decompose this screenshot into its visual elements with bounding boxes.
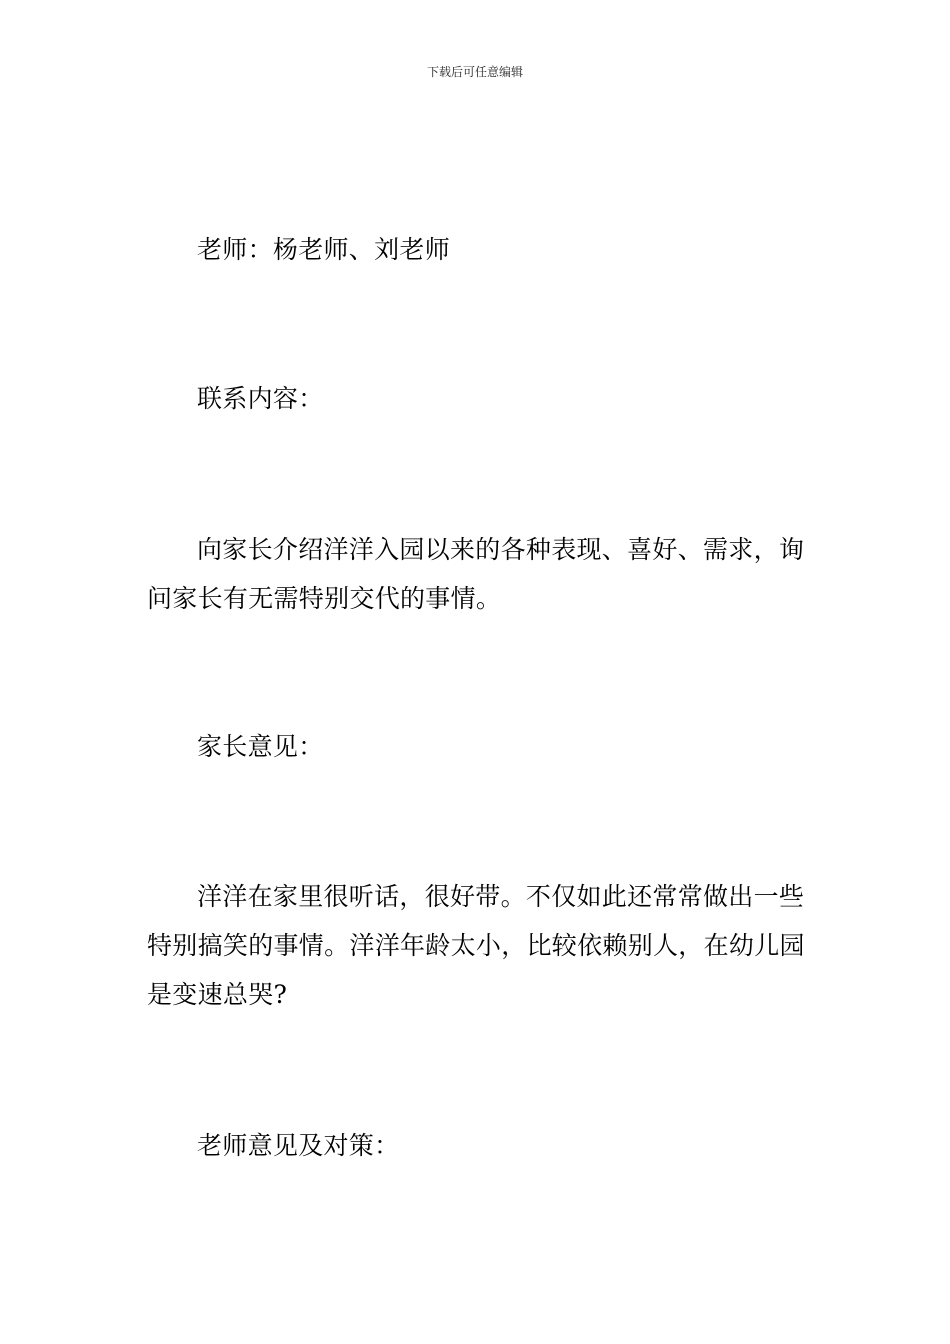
contact-text: 向家长介绍洋洋入园以来的各种表现、喜好、需求，询问家长有无需特别交代的事情。 [147, 535, 805, 613]
page-header-note: 下载后可任意编辑 [426, 65, 523, 79]
teacher-line: 老师：杨老师、刘老师 [197, 235, 451, 264]
contact-heading: 联系内容： [197, 384, 324, 413]
parent-opinion-heading: 家长意见： [197, 732, 324, 761]
teacher-opinion-heading: 老师意见及对策： [197, 1131, 400, 1160]
parent-opinion-text: 洋洋在家里很听话，很好带。不仅如此还常常做出一些特别搞笑的事情。洋洋年龄太小，比较依赖别人，在幼儿园是变速总哭? [147, 882, 805, 1009]
